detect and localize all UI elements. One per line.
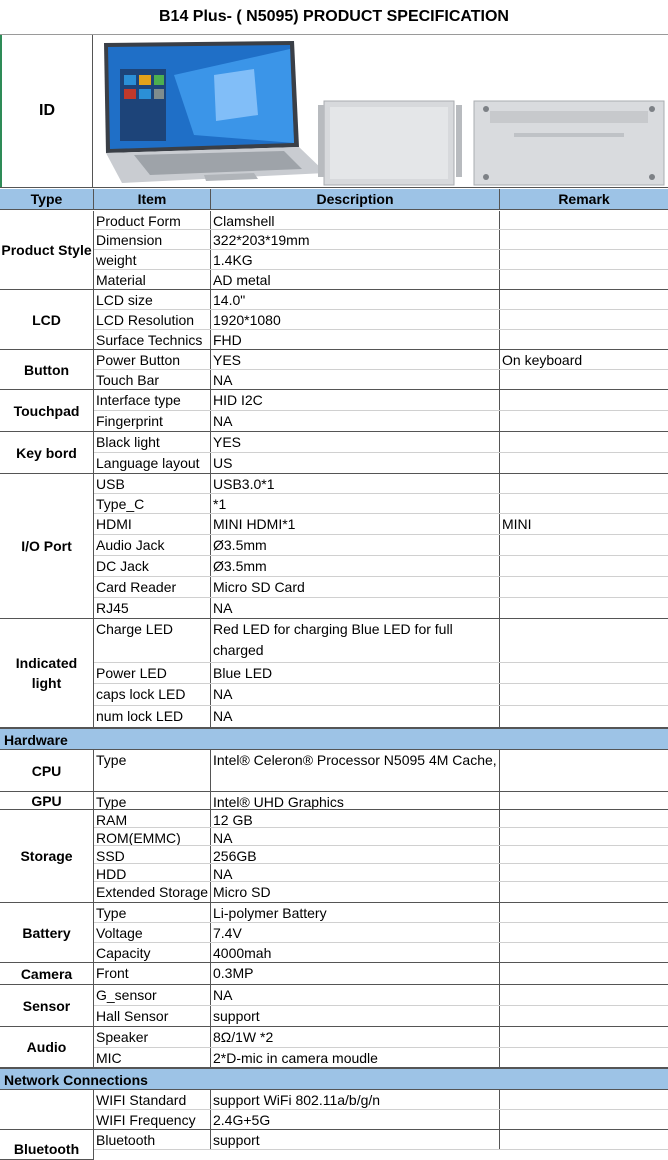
description-cell: 256GB xyxy=(211,846,500,863)
table-row xyxy=(94,250,668,270)
table-row xyxy=(94,1110,668,1130)
laptop-lid-back-image xyxy=(318,101,462,185)
remark-cell xyxy=(500,792,668,809)
product-images xyxy=(94,35,668,187)
item-cell: USB xyxy=(94,474,211,493)
type-cell: Touchpad xyxy=(0,390,94,432)
section-network-connections: Network Connections xyxy=(0,1068,668,1090)
description-cell: NA xyxy=(211,706,500,727)
description-cell: 1.4KG xyxy=(211,250,500,269)
description-cell: FHD xyxy=(211,330,500,349)
remark-cell xyxy=(500,619,668,662)
laptop-illustrations xyxy=(94,35,668,187)
remark-cell xyxy=(500,963,668,984)
remark-cell xyxy=(500,943,668,962)
description-cell: NA xyxy=(211,985,500,1005)
description-cell: Li-polymer Battery xyxy=(211,903,500,922)
type-cell: Button xyxy=(0,350,94,390)
remark-cell xyxy=(500,494,668,513)
table-row xyxy=(94,943,668,963)
type-cell xyxy=(0,1090,94,1130)
table-row xyxy=(94,494,668,514)
table-row xyxy=(94,985,668,1006)
table-row xyxy=(94,864,668,882)
page-title: B14 Plus- ( N5095) PRODUCT SPECIFICATION xyxy=(0,0,668,35)
table-row xyxy=(94,577,668,598)
table-row xyxy=(94,810,668,828)
table-row xyxy=(94,390,668,411)
description-cell: 322*203*19mm xyxy=(211,230,500,249)
item-cell: Black light xyxy=(94,432,211,452)
remark-cell xyxy=(500,290,668,309)
type-cell: Camera xyxy=(0,963,94,985)
item-cell: Surface Technics xyxy=(94,330,211,349)
item-cell: Type xyxy=(94,903,211,922)
remark-cell xyxy=(500,1090,668,1109)
item-cell: Audio Jack xyxy=(94,535,211,555)
description-cell: Micro SD Card xyxy=(211,577,500,597)
item-cell: Speaker xyxy=(94,1027,211,1047)
description-cell: 12 GB xyxy=(211,810,500,827)
type-cell: Key bord xyxy=(0,432,94,474)
description-cell: Clamshell xyxy=(211,211,500,229)
description-cell: 0.3MP xyxy=(211,963,500,984)
item-cell: num lock LED xyxy=(94,706,211,727)
item-cell: RAM xyxy=(94,810,211,827)
description-cell: HID I2C xyxy=(211,390,500,410)
remark-cell: On keyboard xyxy=(502,352,583,368)
table-row xyxy=(94,882,668,903)
type-cell: Product Style xyxy=(0,211,94,290)
description-cell: Ø3.5mm xyxy=(211,535,500,555)
item-cell: DC Jack xyxy=(94,556,211,576)
description-cell: MINI HDMI*1 xyxy=(211,514,500,534)
description-cell: NA xyxy=(211,370,500,389)
description-cell: support xyxy=(211,1130,500,1149)
remark-cell xyxy=(500,211,668,229)
item-cell: Material xyxy=(94,270,211,289)
item-cell: SSD xyxy=(94,846,211,863)
item-cell: Power Button xyxy=(94,350,211,369)
remark-cell xyxy=(500,370,668,389)
table-row xyxy=(94,684,668,706)
table-row xyxy=(94,514,668,535)
description-cell: YES xyxy=(211,432,500,452)
description-cell: support WiFi 802.11a/b/g/n xyxy=(211,1090,500,1109)
description-cell: Red LED for charging Blue LED for full charged xyxy=(211,619,500,662)
type-cell: I/O Port xyxy=(0,474,94,619)
remark-cell xyxy=(500,706,668,727)
column-header-item: Item xyxy=(94,189,211,210)
item-cell: Type xyxy=(94,792,211,809)
remark-cell xyxy=(500,923,668,942)
description-cell: *1 xyxy=(211,494,500,513)
item-cell: Hall Sensor xyxy=(94,1006,211,1026)
description-cell: Micro SD xyxy=(211,882,500,902)
description-cell: Intel® UHD Graphics xyxy=(211,792,500,809)
description-cell: 14.0" xyxy=(211,290,500,309)
remark-cell xyxy=(500,1130,668,1149)
remark-cell xyxy=(500,684,668,705)
table-row xyxy=(94,432,668,453)
description-cell: USB3.0*1 xyxy=(211,474,500,493)
remark-cell xyxy=(500,270,668,289)
item-cell: Voltage xyxy=(94,923,211,942)
item-cell: Touch Bar xyxy=(94,370,211,389)
description-cell: Blue LED xyxy=(211,663,500,683)
description-cell: Intel® Celeron® Processor N5095 4M Cache, xyxy=(211,750,500,791)
description-cell: NA xyxy=(211,684,500,705)
remark-cell xyxy=(500,390,668,410)
description-cell: NA xyxy=(211,864,500,881)
item-cell: Fingerprint xyxy=(94,411,211,431)
laptop-bottom-image xyxy=(474,101,664,185)
table-row xyxy=(94,230,668,250)
table-row xyxy=(94,290,668,310)
table-row xyxy=(94,370,668,390)
description-cell: 2*D-mic in camera moudle xyxy=(211,1048,500,1067)
section-hardware: Hardware xyxy=(0,728,668,750)
type-cell: Audio xyxy=(0,1027,94,1068)
description-cell: 8Ω/1W *2 xyxy=(211,1027,500,1047)
table-row xyxy=(94,903,668,923)
item-cell: WIFI Standard xyxy=(94,1090,211,1109)
remark-cell xyxy=(500,1006,668,1026)
table-row xyxy=(94,1048,668,1068)
remark-cell xyxy=(500,432,668,452)
remark-cell xyxy=(500,250,668,269)
item-cell: Type xyxy=(94,750,211,791)
item-cell: LCD size xyxy=(94,290,211,309)
column-header-description: Description xyxy=(211,189,500,210)
table-row xyxy=(94,556,668,577)
item-cell: weight xyxy=(94,250,211,269)
item-cell: LCD Resolution xyxy=(94,310,211,329)
remark-cell xyxy=(500,330,668,349)
remark-cell xyxy=(500,577,668,597)
remark-cell xyxy=(500,411,668,431)
remark-cell xyxy=(500,810,668,827)
type-cell: GPU xyxy=(0,792,94,810)
table-row xyxy=(94,598,668,619)
table-row xyxy=(94,310,668,330)
remark-cell xyxy=(500,556,668,576)
table-row xyxy=(94,330,668,350)
table-row xyxy=(94,750,668,792)
item-cell: Language layout xyxy=(94,453,211,473)
description-cell: NA xyxy=(211,828,500,845)
remark-cell xyxy=(500,598,668,618)
table-row xyxy=(94,846,668,864)
item-cell: Extended Storage xyxy=(94,882,211,902)
remark-cell xyxy=(500,750,668,791)
type-cell: Battery xyxy=(0,903,94,963)
item-cell: Front xyxy=(94,963,211,984)
item-cell: HDMI xyxy=(94,514,211,534)
type-cell: Bluetooth xyxy=(0,1130,94,1160)
table-row xyxy=(94,963,668,985)
item-cell: HDD xyxy=(94,864,211,881)
item-cell: Product Form xyxy=(94,211,211,229)
description-cell: US xyxy=(211,453,500,473)
item-cell: Charge LED xyxy=(94,619,211,662)
table-row xyxy=(94,270,668,290)
remark-cell xyxy=(500,882,668,902)
column-header-type: Type xyxy=(0,189,94,210)
item-cell: Type_C xyxy=(94,494,211,513)
remark-cell xyxy=(500,985,668,1005)
description-cell: Ø3.5mm xyxy=(211,556,500,576)
description-cell: YES xyxy=(211,350,500,369)
description-cell: AD metal xyxy=(211,270,500,289)
table-row xyxy=(94,706,668,728)
remark-cell xyxy=(500,1110,668,1129)
remark-cell xyxy=(500,453,668,473)
type-cell: Indicated light xyxy=(0,619,94,728)
remark-cell xyxy=(500,1027,668,1047)
table-row xyxy=(94,663,668,684)
table-row xyxy=(94,619,668,663)
table-row xyxy=(94,828,668,846)
item-cell: Card Reader xyxy=(94,577,211,597)
table-row xyxy=(94,535,668,556)
table-row xyxy=(94,1006,668,1027)
remark-cell xyxy=(500,663,668,683)
item-cell: Power LED xyxy=(94,663,211,683)
open-laptop-image xyxy=(104,41,326,183)
item-cell: WIFI Frequency xyxy=(94,1110,211,1129)
description-cell: 7.4V xyxy=(211,923,500,942)
description-cell: 1920*1080 xyxy=(211,310,500,329)
remark-cell xyxy=(500,864,668,881)
type-cell: CPU xyxy=(0,750,94,792)
item-cell: Capacity xyxy=(94,943,211,962)
description-cell: NA xyxy=(211,411,500,431)
remark-cell xyxy=(500,903,668,922)
remark-cell xyxy=(500,310,668,329)
type-cell: Storage xyxy=(0,810,94,903)
item-cell: Bluetooth xyxy=(94,1130,211,1149)
table-row xyxy=(94,350,668,370)
table-row xyxy=(94,474,668,494)
description-cell: 2.4G+5G xyxy=(211,1110,500,1129)
remark-cell xyxy=(500,535,668,555)
description-cell: support xyxy=(211,1006,500,1026)
remark-cell: MINI xyxy=(502,516,532,532)
item-cell: caps lock LED xyxy=(94,684,211,705)
table-row xyxy=(94,411,668,432)
type-cell: Sensor xyxy=(0,985,94,1027)
remark-cell xyxy=(500,846,668,863)
id-label: ID xyxy=(0,35,93,187)
item-cell: Dimension xyxy=(94,230,211,249)
remark-cell xyxy=(500,230,668,249)
id-row xyxy=(0,35,668,188)
type-cell: LCD xyxy=(0,290,94,350)
table-row xyxy=(94,1130,668,1150)
remark-cell xyxy=(500,828,668,845)
remark-cell xyxy=(500,1048,668,1067)
item-cell: MIC xyxy=(94,1048,211,1067)
description-cell: 4000mah xyxy=(211,943,500,962)
item-cell: Interface type xyxy=(94,390,211,410)
column-header-remark: Remark xyxy=(500,189,668,210)
table-row xyxy=(94,1090,668,1110)
table-row xyxy=(94,1027,668,1048)
table-row xyxy=(94,453,668,474)
remark-cell xyxy=(500,474,668,493)
description-cell: NA xyxy=(211,598,500,618)
item-cell: ROM(EMMC) xyxy=(94,828,211,845)
item-cell: RJ45 xyxy=(94,598,211,618)
item-cell: G_sensor xyxy=(94,985,211,1005)
table-row xyxy=(94,211,668,230)
table-row xyxy=(94,792,668,810)
table-row xyxy=(94,923,668,943)
